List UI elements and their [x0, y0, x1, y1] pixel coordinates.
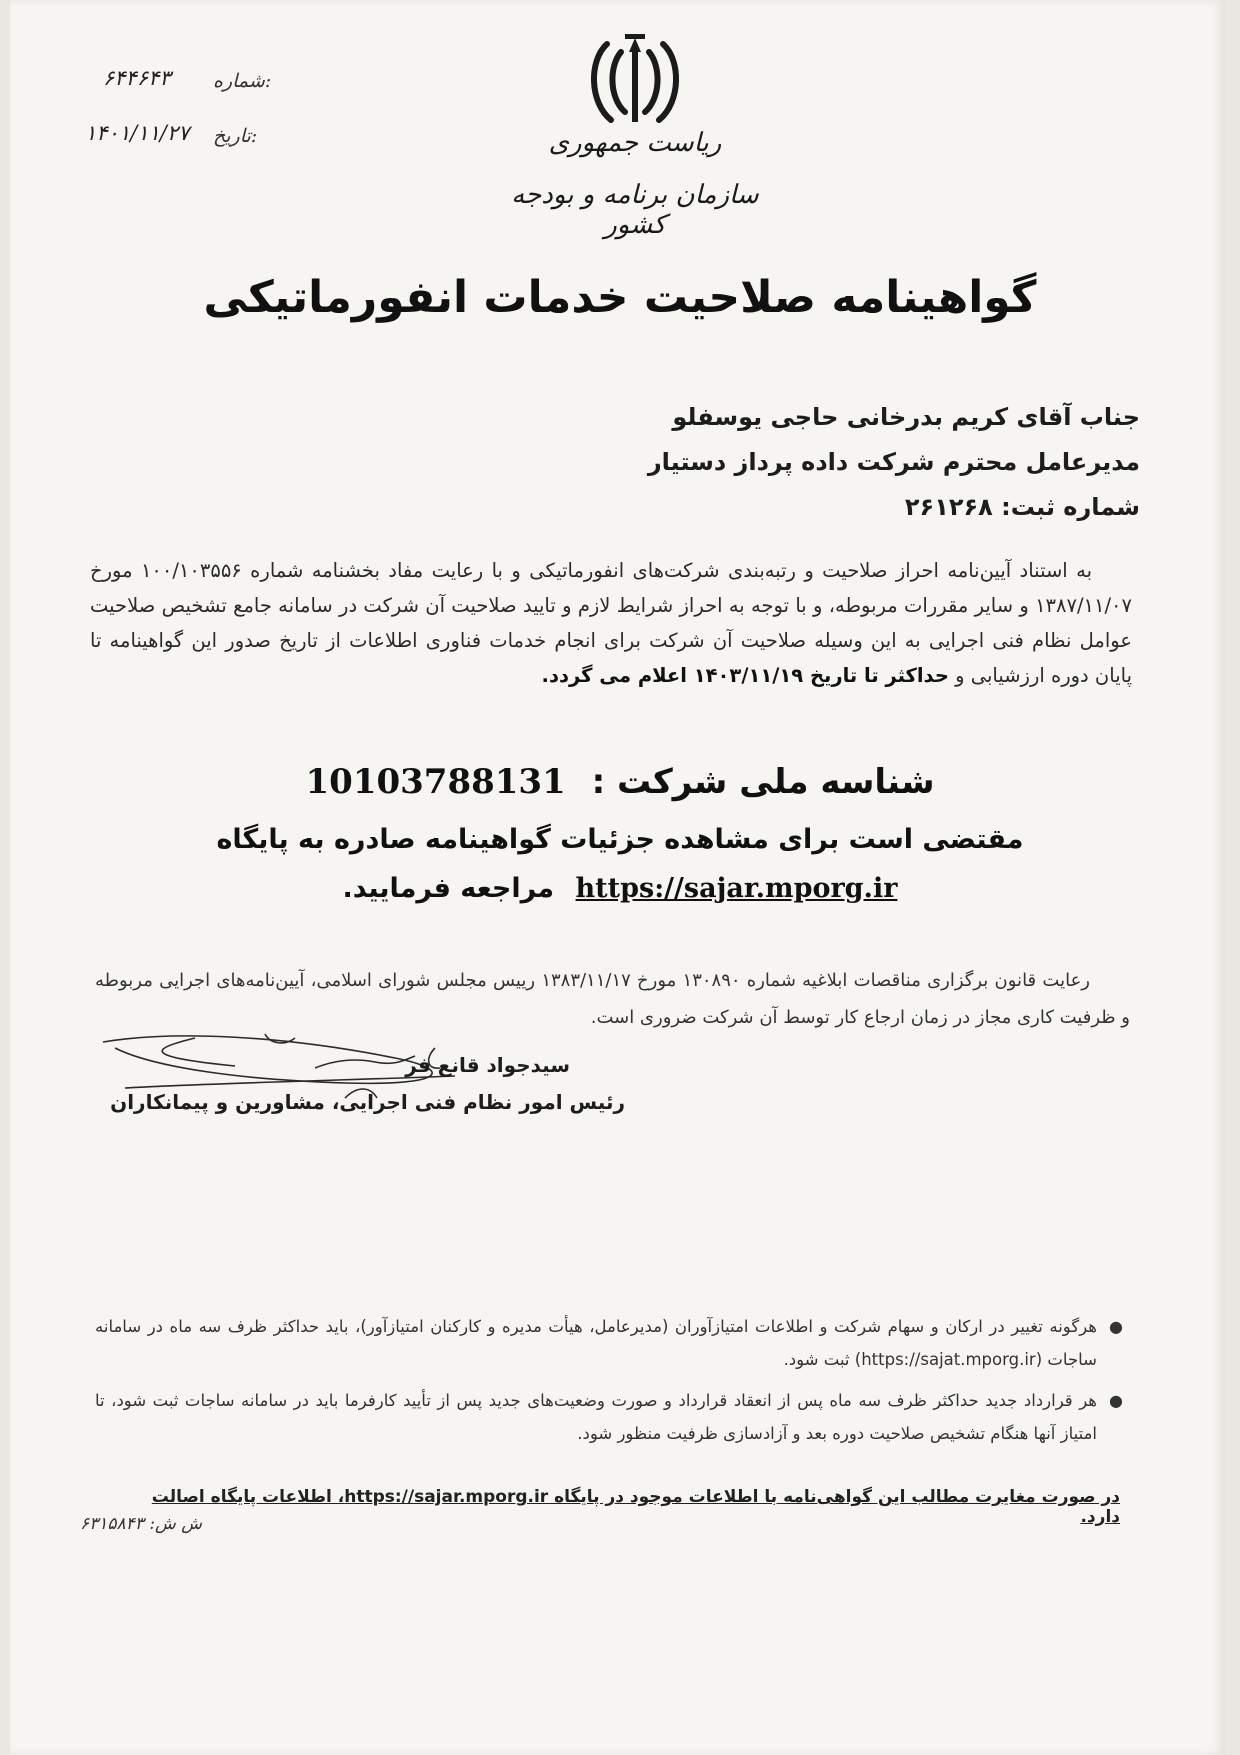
list-item-text: هر قرارداد جدید حداکثر ظرف سه ماه پس از انعقاد قرارداد و صورت وضعیت‌های جدید پس از تأیید کارفرما باید در سامانه ساجات ثبت شود، تا امتیاز آنها هنگام تشخیص صلاحیت دوره بعد و آزادسازی ظرفیت منظور شود.	[95, 1391, 1097, 1443]
list-item	[95, 1310, 1125, 1376]
national-id-row	[150, 762, 1090, 802]
number-label: شماره:	[213, 70, 272, 92]
addressee-name: جناب آقای کریم بدرخانی حاجی یوسفلو	[672, 403, 1140, 431]
date-label: تاریخ:	[213, 125, 258, 147]
list-item	[95, 1384, 1125, 1450]
compliance-note: رعایت قانون برگزاری مناقصات ابلاغیه شماره ۱۳۰۸۹۰ مورخ ۱۳۸۳/۱۱/۱۷ رییس مجلس شورای اسلامی، آیین‌نامه‌های اجرایی مربوطه و ظرفیت کاری مجاز در زمان ارجاع کار توسط آن شرکت ضروری است.	[95, 970, 1130, 1028]
list-item-text: هرگونه تغییر در ارکان و سهام شرکت و اطلاعات امتیازآوران (مدیرعامل، هیأت مدیره و کارکنان امتیازآور)، باید حداکثر ظرف سه ماه در سامانه ساجات (https://sajat.mporg.ir) ثبت شود.	[95, 1317, 1097, 1369]
signatory-title: رئیس امور نظام فنی اجرایی، مشاورین و پیمانکاران	[110, 1090, 625, 1114]
main-paragraph	[90, 553, 1132, 693]
validity-deadline: حداکثر تا تاریخ ۱۴۰۳/۱۱/۱۹ اعلام می گردد.	[541, 664, 949, 687]
bullet-icon: ●	[1109, 1391, 1123, 1410]
signatory-name: سیدجواد قانع فر	[405, 1053, 570, 1077]
registration-number: شماره ثبت: ۲۶۱۲۶۸	[904, 493, 1140, 521]
bullet-icon: ●	[1109, 1317, 1123, 1336]
document-title: گواهینامه صلاحیت خدمات انفورماتیکی	[203, 272, 1037, 323]
reference-number: ش ش: ۶۳۱۵۸۴۳	[80, 1514, 202, 1534]
instruction-line-2	[150, 873, 1090, 904]
sajar-link[interactable]: https://sajar.mporg.ir	[575, 873, 898, 904]
org-line-2: سازمان برنامه و بودجه کشور	[511, 180, 759, 240]
number-value: ۶۴۴۶۴۳	[103, 66, 171, 90]
national-id-label: شناسه ملی شرکت :	[591, 762, 935, 802]
notes-list	[95, 1310, 1125, 1458]
addressee-position: مدیرعامل محترم شرکت داده پرداز دستیار	[647, 448, 1140, 476]
iran-emblem-icon	[585, 32, 685, 130]
date-value: ۱۴۰۱/۱۱/۲۷	[85, 121, 190, 145]
main-paragraph-text: به استناد آیین‌نامه احراز صلاحیت و رتبه‌بندی شرکت‌های انفورماتیکی و با رعایت مفاد بخشنامه شماره ۱۰۰/۱۰۳۵۵۶ مورخ ۱۳۸۷/۱۱/۰۷ و سایر مقررات مربوطه، و با توجه به احراز شرایط لازم و تایید صلاحیت آن شرکت در سامانه جامع تشخیص صلاحیت عوامل نظام فنی اجرایی به این وسیله صلاحیت آن شرکت برای انجام خدمات فناوری اطلاعات از تاریخ صدور این گواهینامه تا پایان دوره ارزشیابی و	[90, 559, 1132, 687]
instruction-line-1: مقتضی است برای مشاهده جزئیات گواهینامه صادره به پایگاه	[216, 824, 1024, 855]
instruction-suffix: مراجعه فرمایید.	[342, 873, 555, 904]
signature-scribble	[95, 1028, 515, 1143]
national-id-value: 10103788131	[305, 762, 566, 802]
org-line-1: ریاست جمهوری	[548, 128, 722, 158]
footer-note: در صورت مغایرت مطالب این گواهی‌نامه با اطلاعات موجود در پایگاه https://sajar.mporg.ir، اطلاعات پایگاه اصالت دارد.	[151, 1487, 1120, 1527]
